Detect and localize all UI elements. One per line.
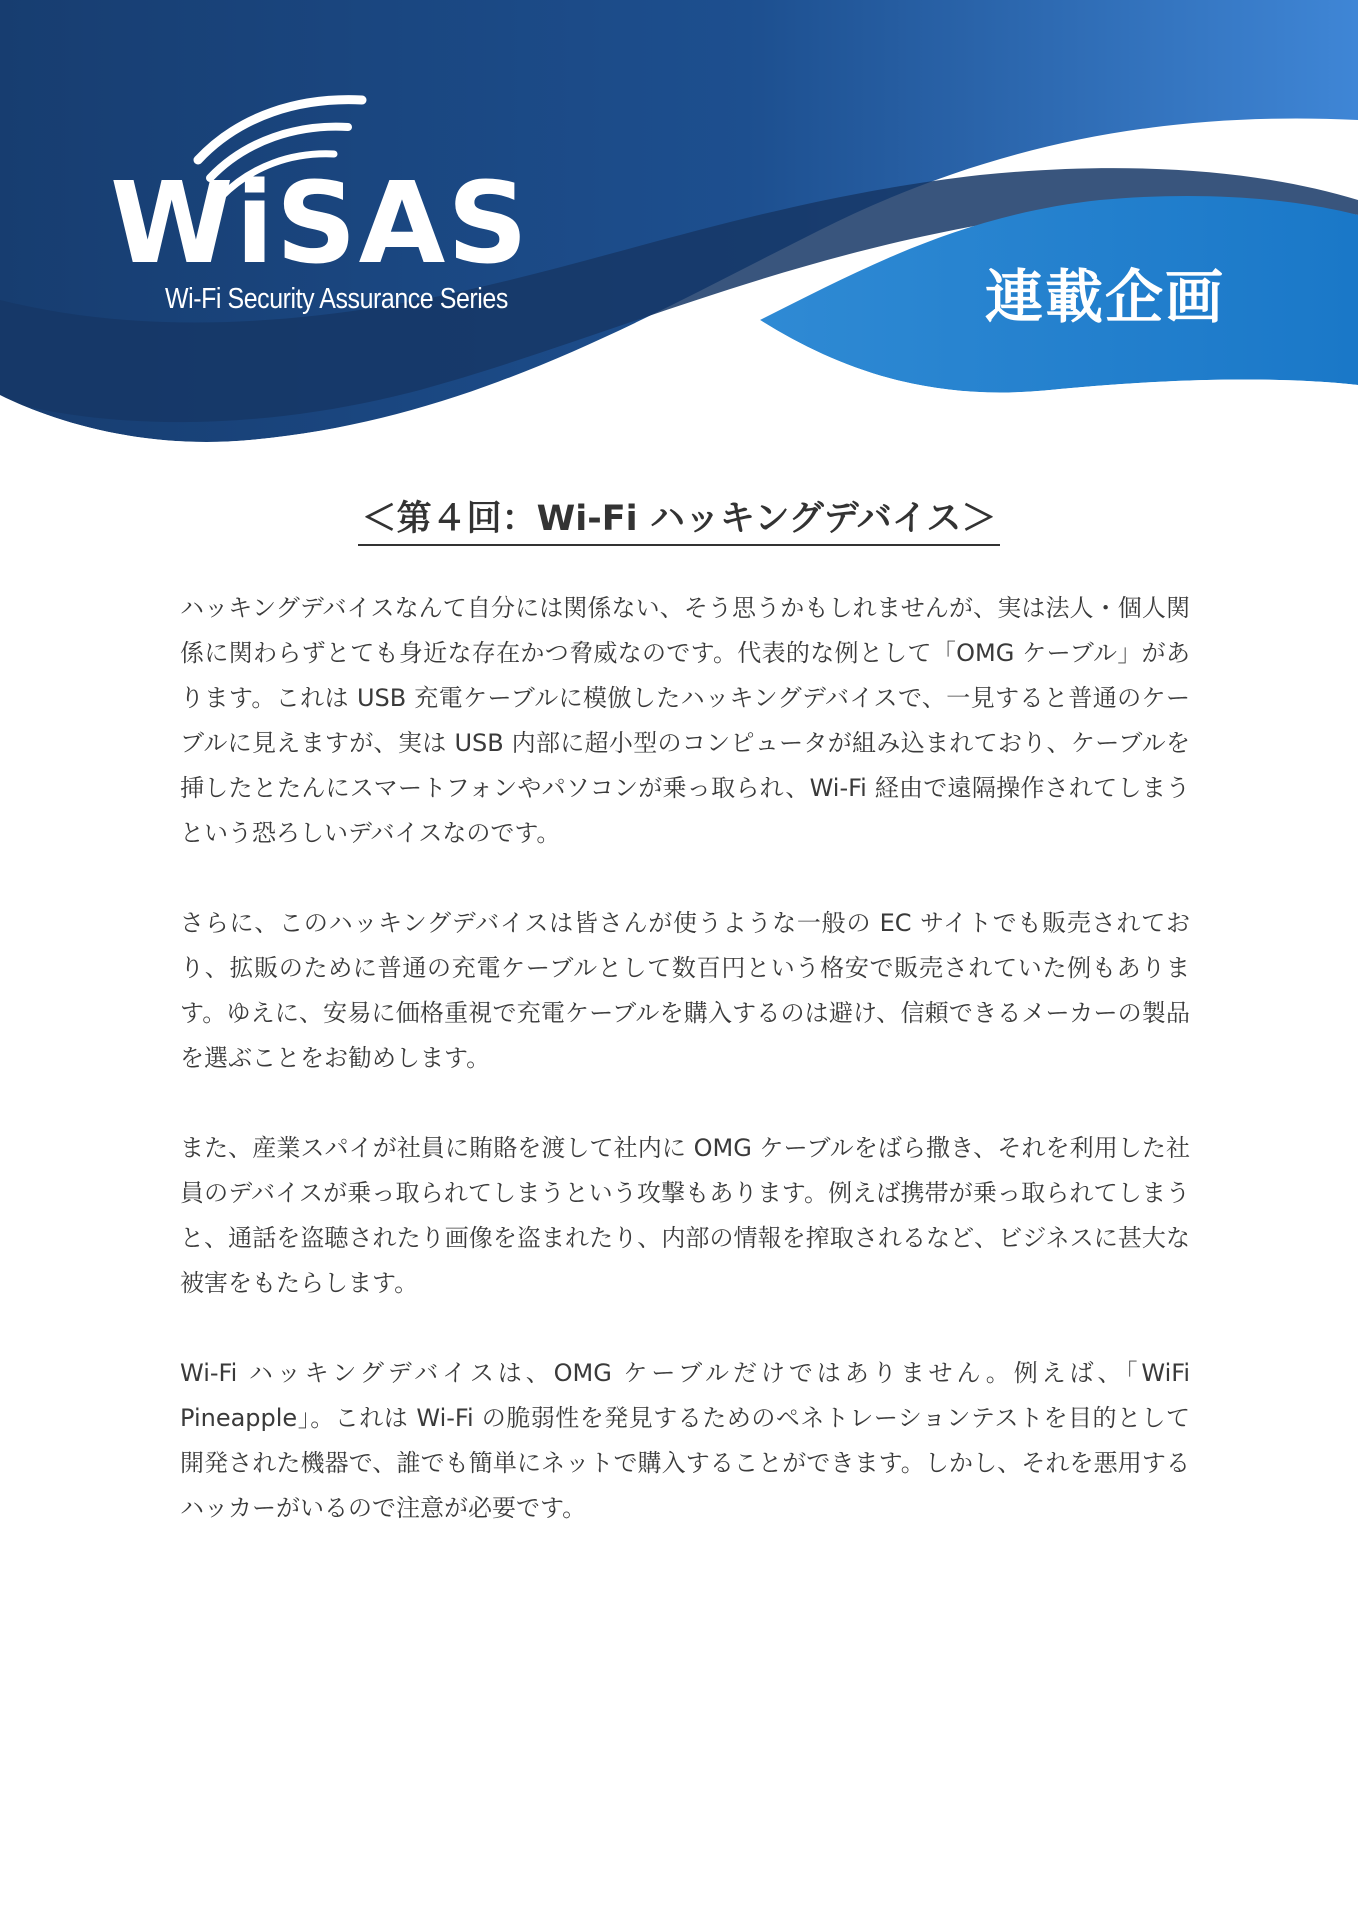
article-title-text: ＜第４回：Wi-Fi ハッキングデバイス＞ <box>358 498 1001 546</box>
header-banner <box>0 0 1358 460</box>
brand-tagline: Wi-Fi Security Assurance Series <box>165 283 508 315</box>
brand-wordmark: WiSAS <box>110 159 530 289</box>
paragraph-1: ハッキングデバイスなんて自分には関係ない、そう思うかもしれませんが、実は法人・個人関係に関わらずとても身近な存在かつ脅威なのです。代表的な例として「OMG ケーブル」があります。これは USB 充電ケーブルに模倣したハッキングデバイスで、一見すると普通のケーブルに見えますが、実は USB 内部に超小型のコンピュータが組み込まれており、ケーブルを挿したとたんにスマートフォンやパソコンが乗っ取られ、Wi-Fi 経由で遠隔操作されてしまうという恐ろしいデバイスなのです。 <box>180 594 1190 847</box>
paragraph-2: さらに、このハッキングデバイスは皆さんが使うような一般の EC サイトでも販売されており、拡販のために普通の充電ケーブルとして数百円という格安で販売されていた例もあります。ゆえに、安易に価格重視で充電ケーブルを購入するのは避け、信頼できるメーカーの製品を選ぶことをお勧めします。 <box>180 909 1190 1072</box>
paragraph-3: また、産業スパイが社員に賄賂を渡して社内に OMG ケーブルをばら撒き、それを利用した社員のデバイスが乗っ取られてしまうという攻撃もあります。例えば携帯が乗っ取られてしまうと、通話を盗聴されたり画像を盗まれたり、内部の情報を搾取されるなど、ビジネスに甚大な被害をもたらします。 <box>180 1134 1190 1297</box>
article-body <box>180 586 1190 1576</box>
series-label: 連載企画 <box>985 263 1226 331</box>
brand-logo <box>0 0 1358 460</box>
paragraph-4: Wi-Fi ハッキングデバイスは、OMG ケーブルだけではありません。例えば、「WiFi Pineapple」。これは Wi-Fi の脆弱性を発見するためのペネトレーションテストを目的として開発された機器で、誰でも簡単にネットで購入することができます。しかし、それを悪用するハッカーがいるので注意が必要です。 <box>180 1359 1190 1522</box>
article-title <box>0 498 1358 546</box>
